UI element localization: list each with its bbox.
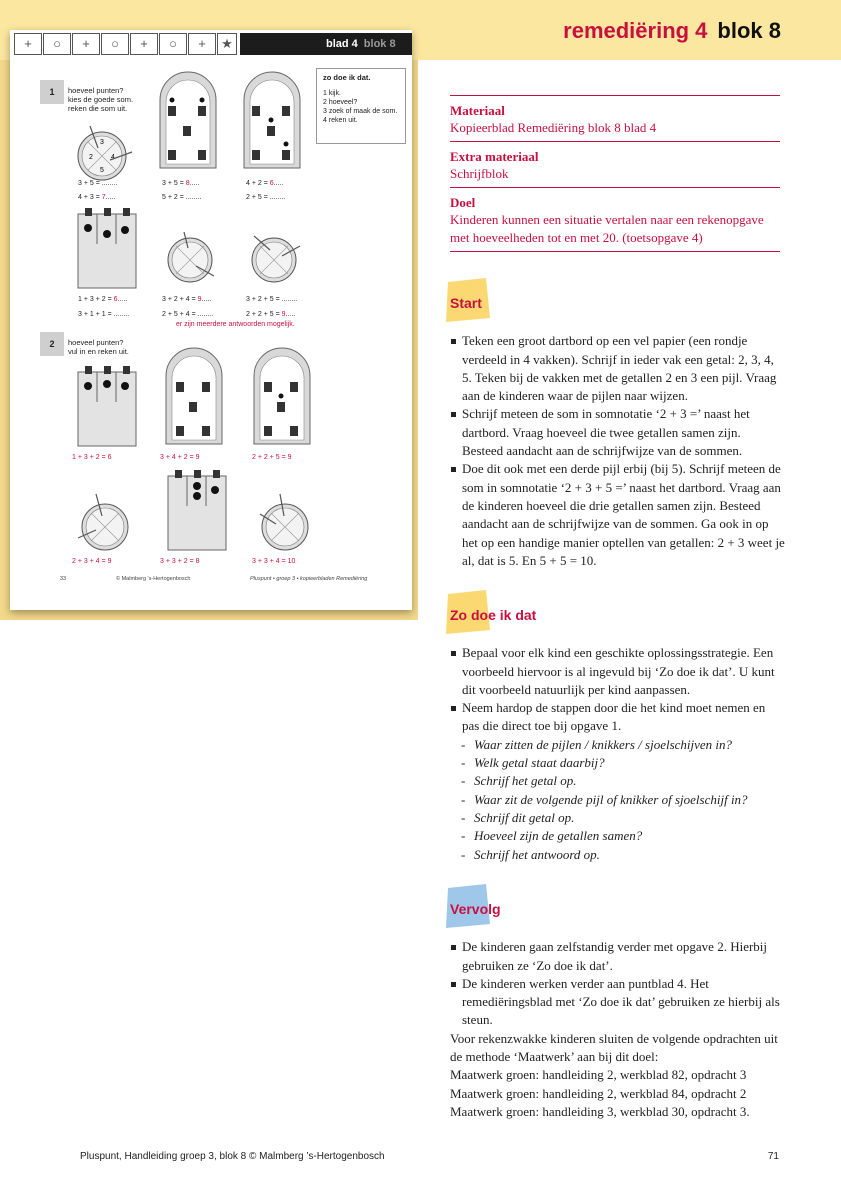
q1-line: kies de goede som. xyxy=(68,95,134,104)
equation: 3 + 5 = 8..... xyxy=(162,180,200,187)
howto-step: 1 kijk. xyxy=(323,90,341,97)
equation: 4 + 3 = 7..... xyxy=(78,194,116,201)
paragraph: Maatwerk groen: handleiding 2, werkblad 84, opdracht 2 xyxy=(450,1085,747,1101)
page-title-remediation: remediëring 4 xyxy=(563,18,708,43)
equation-text: 4 + 3 = xyxy=(78,194,102,201)
equation-text: 1 + 3 + 2 = xyxy=(78,296,114,303)
equation: 3 + 2 + 4 = 9..... xyxy=(162,296,212,303)
dartboard-picture xyxy=(80,502,130,552)
circle-icon: ○ xyxy=(43,33,71,55)
star-icon: ★ xyxy=(217,33,237,55)
goal-text: Kinderen kunnen een situatie vertalen naar een rekenopgave met hoeveelheden tot en met 20. (toetsopgave 4) xyxy=(450,212,764,245)
section-start xyxy=(450,288,785,570)
equation: 3 + 5 = ........ xyxy=(78,180,118,187)
equation-text: 4 + 2 = xyxy=(246,180,270,187)
howto-step: 3 zoek of maak de som. xyxy=(323,108,398,115)
info-block xyxy=(450,95,780,252)
dartboard-picture xyxy=(166,236,214,284)
worksheet-source: Pluspunt • groep 3 • kopieerbladen Remediëring xyxy=(250,576,368,582)
q2-line: hoeveel punten? xyxy=(68,338,124,347)
equation: 2 + 3 + 4 = 9 xyxy=(72,558,112,565)
step-item: - Schrijf het antwoord op. xyxy=(450,846,785,864)
circle-icon: ○ xyxy=(101,33,129,55)
step-item: - Waar zit de volgende pijl of knikker of sjoelschijf in? xyxy=(450,791,785,809)
equation: 5 + 2 = ........ xyxy=(162,194,202,201)
list-item: De kinderen gaan zelfstandig verder met opgave 2. Hierbij gebruiken ze ‘Zo doe ik dat’. xyxy=(450,938,785,975)
equation: 1 + 3 + 2 = 6..... xyxy=(78,296,128,303)
equation-answer: 6 xyxy=(269,180,274,187)
list-item: De kinderen werken verder aan puntblad 4. Het remediëringsblad met ‘Zo doe ik dat’ gebruiken ze hierbij als steun. xyxy=(450,975,785,1030)
equation-text: 2 + 2 + 5 = xyxy=(246,311,282,318)
block-label: blok 8 xyxy=(363,38,396,50)
paragraph: Maatwerk groen: handleiding 2, werkblad 82, opdracht 3 xyxy=(450,1067,747,1083)
equation-text: 2 + 5 + 4 = xyxy=(162,311,198,318)
step-item: - Waar zitten de pijlen / knikkers / sjoelschijven in? xyxy=(450,736,785,754)
multiple-answers-note: er zijn meerdere antwoorden mogelijk. xyxy=(176,321,295,328)
circle-icon: ○ xyxy=(159,33,187,55)
sheet-label: blad 4 xyxy=(326,38,358,50)
divider xyxy=(450,141,780,142)
bullet-list xyxy=(450,332,785,570)
question-number-2: 2 xyxy=(40,332,64,356)
section-zo-doe-ik-dat xyxy=(450,600,785,864)
q1-line: reken die som uit. xyxy=(68,104,128,113)
page-title-block: blok 8 xyxy=(717,18,781,43)
equation: 4 + 2 = 6..... xyxy=(246,180,284,187)
paragraph: Maatwerk groen: handleiding 3, werkblad 30, opdracht 3. xyxy=(450,1103,750,1119)
question-1-instruction xyxy=(68,86,133,113)
equation-answer: 6 xyxy=(113,296,118,303)
dartboard-picture xyxy=(250,236,298,284)
worksheet-copy xyxy=(10,30,412,610)
equation: 2 + 5 + 4 = ........ xyxy=(162,311,214,318)
page-number: 71 xyxy=(767,1151,779,1162)
material-text: Kopieerblad Remediëring blok 8 blad 4 xyxy=(450,120,657,135)
shuffleboard-picture xyxy=(166,470,228,552)
bullet-list xyxy=(450,644,785,864)
q1-line: hoeveel punten? xyxy=(68,86,124,95)
extra-material-text: Schrijfblok xyxy=(450,166,509,181)
material-label: Materiaal xyxy=(450,103,505,118)
question-2-instruction xyxy=(68,338,129,356)
marble-board-picture xyxy=(242,72,302,168)
howto-step: 2 hoeveel? xyxy=(323,99,358,106)
divider xyxy=(450,95,780,96)
worksheet-publisher: © Malmberg 's-Hertogenbosch xyxy=(116,576,191,582)
list-item: Schrijf meteen de som in somnotatie ‘2 + 3 =’ naast het dartbord. Vraag hoeveel die twee getallen samen zijn. Besteed aandacht aan de schrijfwijze van de sommen. xyxy=(450,405,785,460)
equation-answer: 7 xyxy=(101,194,106,201)
marble-board-picture xyxy=(164,348,224,444)
step-item: - Schrijf het getal op. xyxy=(450,772,785,790)
list-item: Bepaal voor elk kind een geschikte oplossingsstrategie. Een voorbeeld hiervoor is al ingevuld bij ‘Zo doe ik dat’. U kunt dit voorbeeld natuurlijk per kind aanpassen. xyxy=(450,644,785,699)
equation-text: 3 + 5 = xyxy=(162,180,186,187)
equation: 3 + 1 + 1 = ........ xyxy=(78,311,130,318)
paragraph: Voor rekenzwakke kinderen sluiten de volgende opdrachten uit de methode ‘Maatwerk’ aan bij dit doel: xyxy=(450,1030,778,1065)
equation: 1 + 3 + 2 = 6 xyxy=(72,454,112,461)
equation: 3 + 3 + 2 = 8 xyxy=(160,558,200,565)
worksheet-icon-row xyxy=(14,33,237,55)
marble-board-picture xyxy=(158,72,218,168)
section-heading-text: Vervolg xyxy=(450,901,501,917)
plus-icon: + xyxy=(130,33,158,55)
equation-answer: 8 xyxy=(185,180,190,187)
dartboard-label: 4 xyxy=(111,154,115,161)
equation-text: 3 + 2 + 5 = xyxy=(246,296,282,303)
section-heading xyxy=(450,600,540,630)
shuffleboard-picture xyxy=(76,208,138,290)
page-title xyxy=(563,18,781,44)
plus-icon: + xyxy=(14,33,42,55)
worksheet-sheet-bar xyxy=(240,33,412,55)
step-item: - Welk getal staat daarbij? xyxy=(450,754,785,772)
equation-answer: 9 xyxy=(197,296,202,303)
plus-icon: + xyxy=(72,33,100,55)
equation-text: 3 + 2 + 4 = xyxy=(162,296,198,303)
goal-label: Doel xyxy=(450,195,476,210)
list-item: Doe dit ook met een derde pijl erbij (bij 5). Schrijf meteen de som in somnotatie ‘2 + 3 + 5 =’ naast het dartbord. Vraag aan de kinderen hoeveel die drie getallen samen zijn. Besteed aandacht aan de schrijfwijze van de sommen. Ga ook in op het op een handige manier optellen van getallen: 2 + 3 weet je al, dat is 5. En 5 + 5 = 10. xyxy=(450,460,785,570)
section-heading xyxy=(450,288,486,318)
section-heading xyxy=(450,894,505,924)
equation-answer: 9 xyxy=(281,311,286,318)
howto-title: zo doe ik dat. xyxy=(323,73,371,82)
list-item: Teken een groot dartbord op een vel papier (een rondje verdeeld in 4 vakken). Schrijf in ieder vak een getal: 2, 3, 4, 5. Teken bij de vakken met de getallen 2 en 3 een pijl. Vraag aan de kinderen waar de pijlen naar wijzen. xyxy=(450,332,785,405)
dartboard-picture xyxy=(260,502,310,552)
section-heading-text: Zo doe ik dat xyxy=(450,607,537,623)
bullet-list xyxy=(450,938,785,1029)
step-item: - Schrijf dit getal op. xyxy=(450,809,785,827)
worksheet-header xyxy=(10,30,412,56)
extra-material-label: Extra materiaal xyxy=(450,149,539,164)
dartboard-picture xyxy=(76,130,128,182)
plus-icon: + xyxy=(188,33,216,55)
divider xyxy=(450,251,780,252)
list-item: Neem hardop de stappen door die het kind moet nemen en pas die direct toe bij opgave 1. xyxy=(450,699,785,736)
equation: 3 + 2 + 5 = ........ xyxy=(246,296,298,303)
equation: 3 + 4 + 2 = 9 xyxy=(160,454,200,461)
section-heading-text: Start xyxy=(450,295,482,311)
question-number-1: 1 xyxy=(40,80,64,104)
equation-text: 3 + 5 = xyxy=(78,180,102,187)
howto-box xyxy=(316,68,406,144)
equation: 2 + 2 + 5 = 9 xyxy=(252,454,292,461)
divider xyxy=(450,187,780,188)
dartboard-label: 5 xyxy=(100,167,104,174)
step-item: - Hoeveel zijn de getallen samen? xyxy=(450,827,785,845)
page-footer: Pluspunt, Handleiding groep 3, blok 8 © Malmberg ’s-Hertogenbosch xyxy=(80,1151,385,1162)
dartboard-label: 3 xyxy=(100,139,104,146)
equation: 2 + 2 + 5 = 9..... xyxy=(246,311,296,318)
equation: 3 + 3 + 4 = 10 xyxy=(252,558,296,565)
worksheet-page-number: 33 xyxy=(60,576,67,582)
howto-step: 4 reken uit. xyxy=(323,117,358,124)
equation-text: 3 + 1 + 1 = xyxy=(78,311,114,318)
equation: 2 + 5 = ........ xyxy=(246,194,286,201)
section-vervolg xyxy=(450,894,785,1121)
marble-board-picture xyxy=(252,348,312,444)
equation-text: 2 + 5 = xyxy=(246,194,270,201)
shuffleboard-picture xyxy=(76,366,138,448)
dartboard-label: 2 xyxy=(89,154,93,161)
q2-line: vul in en reken uit. xyxy=(68,347,129,356)
equation-text: 5 + 2 = xyxy=(162,194,186,201)
